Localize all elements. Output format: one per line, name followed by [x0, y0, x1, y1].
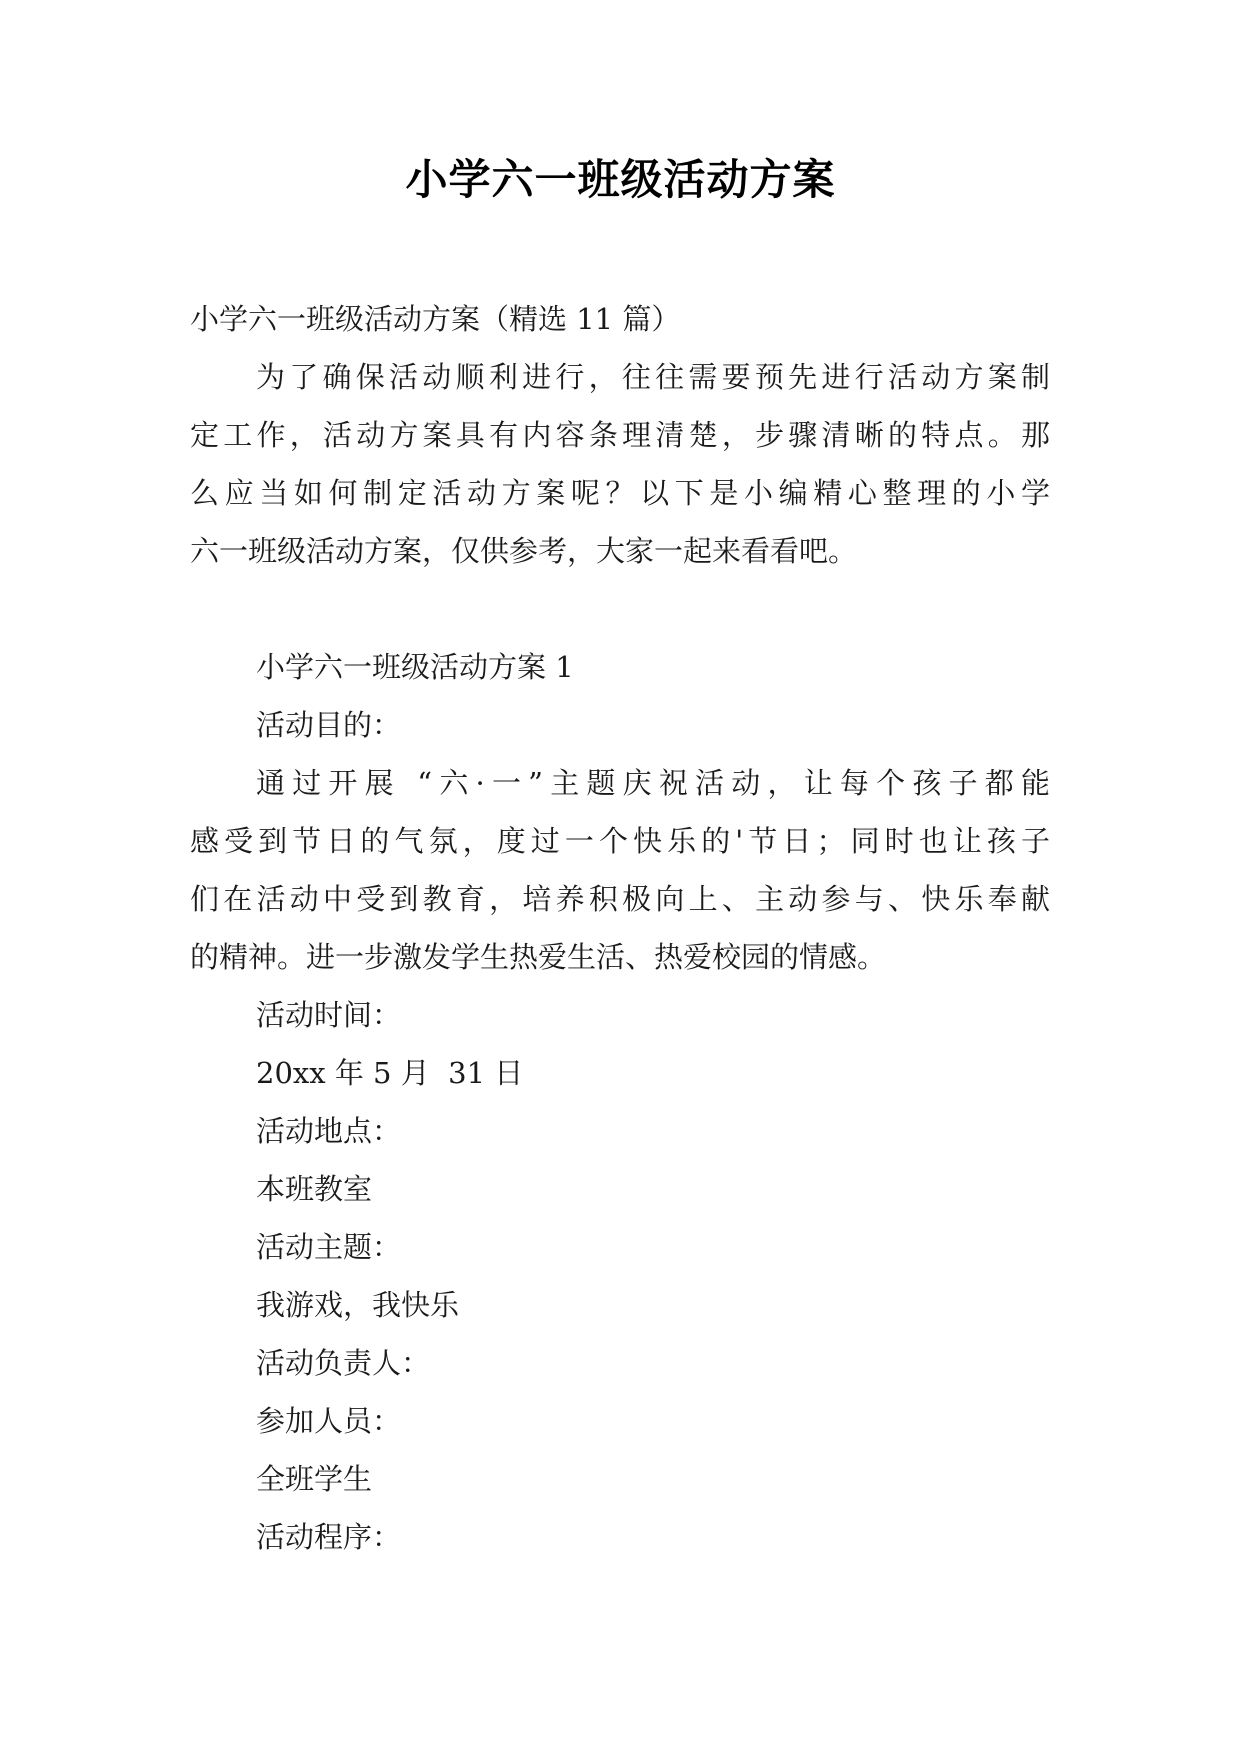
place-value: 本班教室: [256, 1172, 373, 1206]
intro-line-4: 六一班级活动方案，仅供参考，大家一起来看看吧。: [190, 534, 858, 568]
purpose-line-1: 通过开展 “六·一”主题庆祝活动，让每个孩子都能: [256, 766, 1050, 800]
participants-label: 参加人员：: [256, 1404, 402, 1438]
document-title: 小学六一班级活动方案: [405, 155, 836, 204]
purpose-line-2: 感受到节日的气氛，度过一个快乐的'节日；同时也让孩子: [190, 824, 1050, 858]
intro-line-3: 么应当如何制定活动方案呢？以下是小编精心整理的小学: [190, 476, 1050, 510]
leader-label: 活动负责人：: [256, 1346, 431, 1380]
intro-line-1: 为了确保活动顺利进行，往往需要预先进行活动方案制: [256, 360, 1050, 394]
purpose-line-3: 们在活动中受到教育，培养积极向上、主动参与、快乐奉献: [190, 882, 1050, 916]
procedure-label: 活动程序：: [256, 1520, 402, 1554]
place-label: 活动地点：: [256, 1114, 402, 1148]
document-subtitle: 小学六一班级活动方案（精选 11 篇）: [190, 302, 681, 336]
purpose-label: 活动目的：: [256, 708, 402, 742]
theme-label: 活动主题：: [256, 1230, 402, 1264]
document-body: [190, 290, 1050, 1566]
time-value: 20xx 年 5 月 31 日: [256, 1056, 524, 1090]
time-label: 活动时间：: [256, 998, 402, 1032]
theme-value: 我游戏，我快乐: [256, 1288, 460, 1322]
intro-line-2: 定工作，活动方案具有内容条理清楚，步骤清晰的特点。那: [190, 418, 1050, 452]
purpose-line-4: 的精神。进一步激发学生热爱生活、热爱校园的情感。: [190, 940, 887, 974]
paragraph-spacer: [190, 580, 1050, 638]
section-heading: 小学六一班级活动方案 1: [256, 650, 574, 684]
participants-value: 全班学生: [256, 1462, 373, 1496]
